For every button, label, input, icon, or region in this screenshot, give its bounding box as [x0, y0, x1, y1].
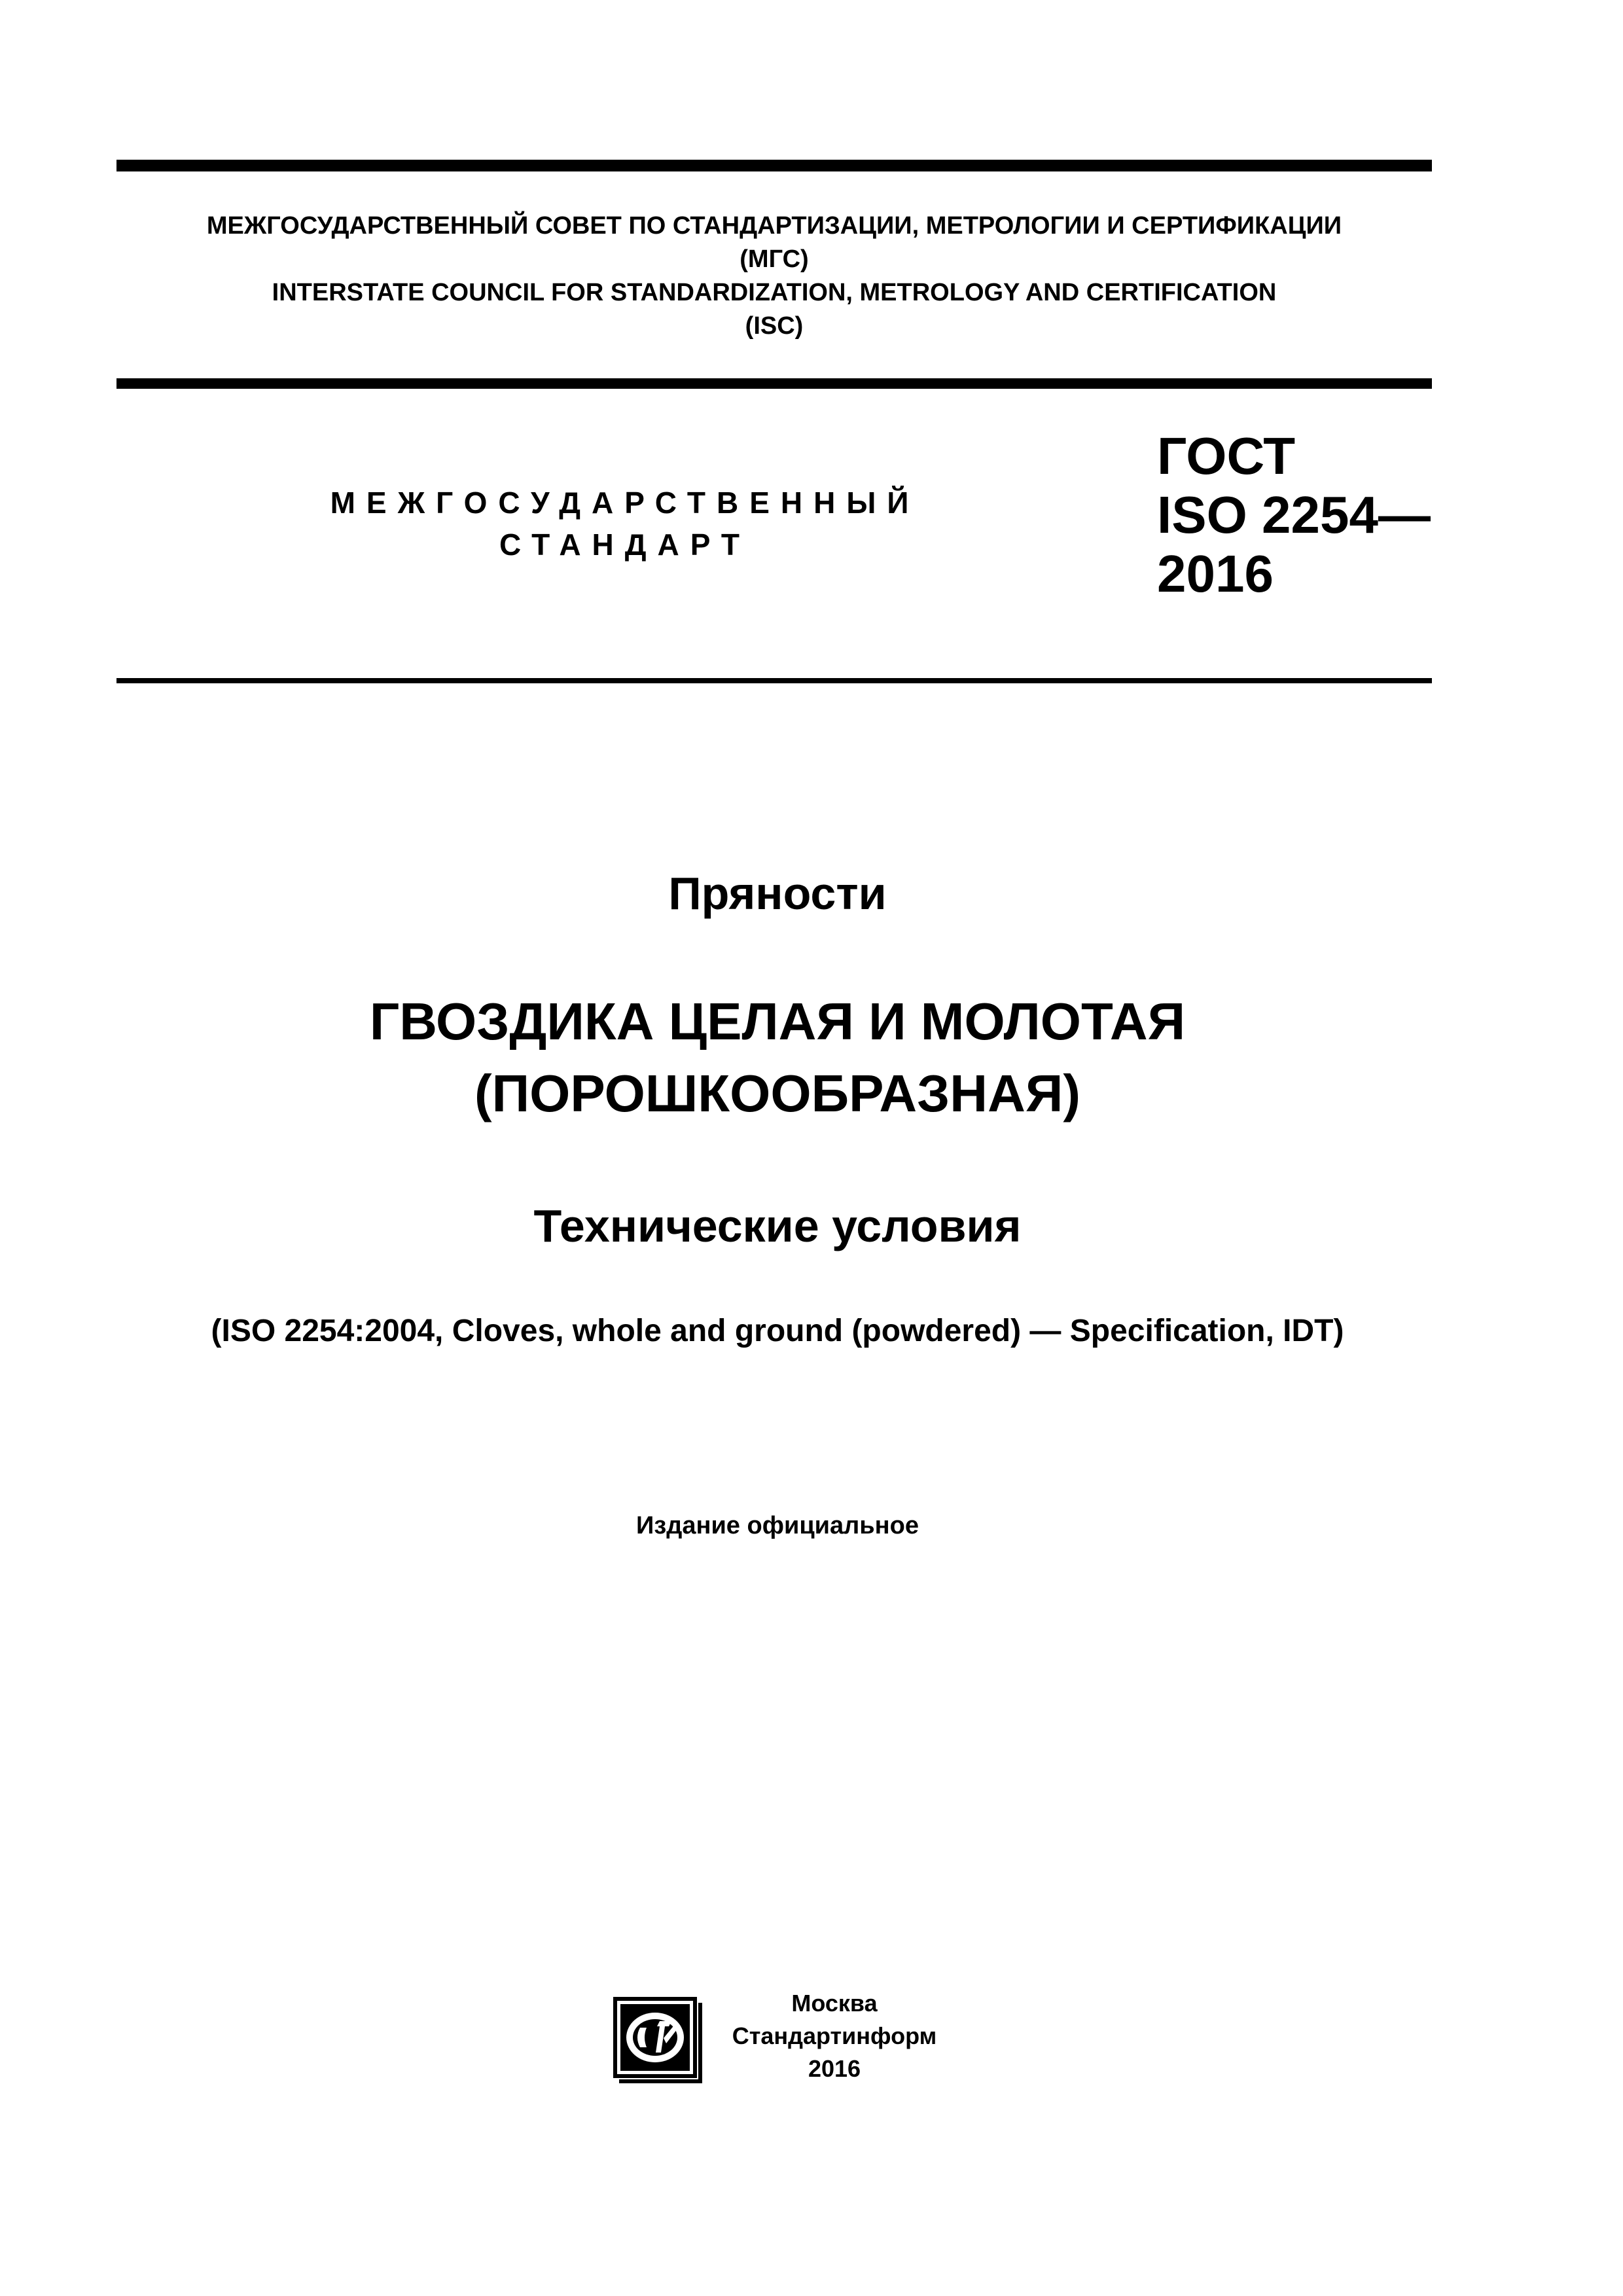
bottom-rule: [116, 678, 1432, 683]
title-group: Пряности: [668, 868, 887, 919]
designation-line-3: 2016: [1157, 545, 1274, 603]
publisher-city: Москва: [791, 1990, 878, 2017]
designation-line-1: ГОСТ: [1157, 427, 1296, 485]
middle-rule: [116, 378, 1432, 389]
standartinform-logo-icon: [609, 1990, 704, 2085]
title-main-line-1: ГВОЗДИКА ЦЕЛАЯ И МОЛОТАЯ: [369, 992, 1186, 1050]
title-main: [0, 986, 1555, 1130]
council-header: [116, 209, 1432, 343]
council-abbr-en: (ISC): [745, 312, 804, 340]
designation-line-2: ISO 2254—: [1157, 486, 1431, 544]
publisher-name: Стандартинформ: [732, 2022, 937, 2049]
standard-designation: [1157, 427, 1431, 603]
title-main-line-2: (ПОРОШКООБРАЗНАЯ): [474, 1064, 1080, 1122]
council-name-ru: МЕЖГОСУДАРСТВЕННЫЙ СОВЕТ ПО СТАНДАРТИЗАЦИИ, МЕТРОЛОГИИ И СЕРТИФИКАЦИИ: [206, 212, 1342, 240]
standard-type: [288, 482, 962, 565]
iso-reference: (ISO 2254:2004, Cloves, whole and ground (powdered) — Specification, IDT): [211, 1314, 1344, 1348]
council-name-en: INTERSTATE COUNCIL FOR STANDARDIZATION, METROLOGY AND CERTIFICATION: [272, 279, 1277, 306]
title-subtitle: Технические условия: [533, 1200, 1022, 1251]
council-abbr-ru: (МГС): [740, 245, 809, 273]
edition-label: Издание официальное: [636, 1512, 919, 1539]
standard-type-line-2: СТАНДАРТ: [499, 528, 751, 562]
publisher-year: 2016: [808, 2055, 861, 2082]
standard-type-line-1: МЕЖГОСУДАРСТВЕННЫЙ: [330, 486, 920, 520]
top-rule: [116, 160, 1432, 171]
publisher-block: [726, 1987, 942, 2085]
